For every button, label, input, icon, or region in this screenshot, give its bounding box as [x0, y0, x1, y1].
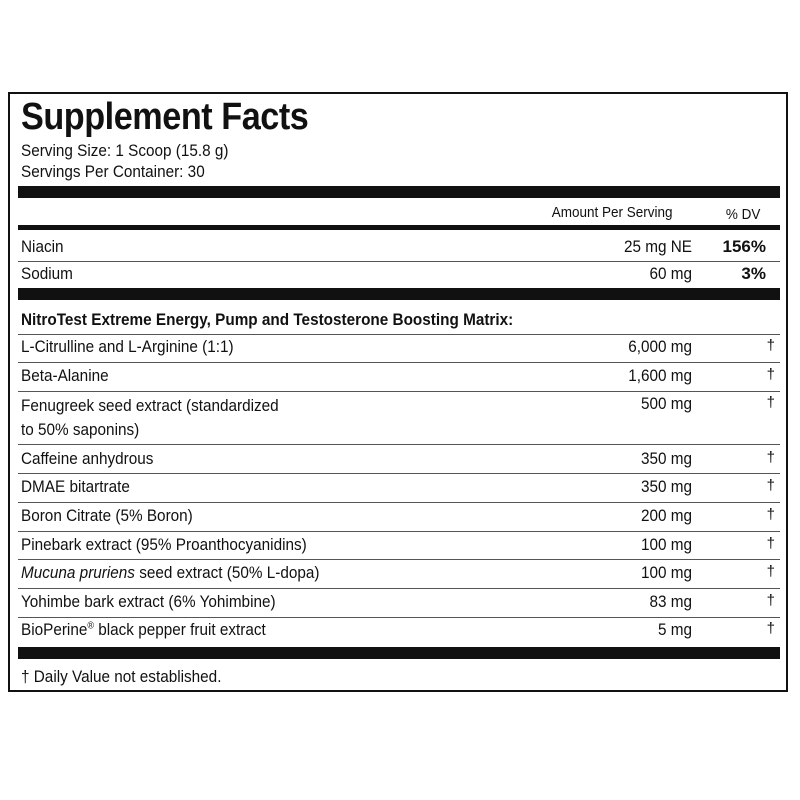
serving-size: Serving Size: 1 Scoop (15.8 g) [21, 141, 229, 160]
vitamin-amount: 60 mg [649, 264, 692, 283]
row-divider [18, 444, 780, 445]
ingredient-name [21, 620, 266, 640]
ingredient-amount: 5 mg [657, 620, 692, 639]
ingredient-dv: † [766, 449, 775, 466]
ingredient-amount: 350 mg [640, 477, 692, 496]
row-divider [18, 391, 780, 392]
ingredient-dv: † [766, 592, 775, 609]
vitamin-amount: 25 mg NE [623, 237, 692, 256]
ingredient-amount: 6,000 mg [628, 337, 692, 356]
ingredient-amount: 100 mg [640, 535, 692, 554]
row-divider [18, 531, 780, 532]
ingredient-name [21, 563, 320, 583]
row-divider [18, 588, 780, 589]
ingredient-dv: † [766, 535, 775, 552]
ingredient-name: L-Citrulline and L-Arginine (1:1) [21, 337, 234, 356]
ingredient-name-line2: to 50% saponins) [21, 420, 140, 439]
ingredient-amount: 1,600 mg [628, 366, 692, 385]
row-divider [18, 362, 780, 363]
ingredient-dv: † [766, 477, 775, 494]
vitamin-name: Niacin [21, 237, 64, 256]
registered-mark: ® [87, 620, 94, 632]
dv-header: % DV [725, 206, 761, 223]
supplement-facts-panel [8, 92, 788, 692]
medium-divider [18, 225, 780, 230]
thick-divider-top [18, 186, 780, 198]
row-divider [18, 617, 780, 618]
ingredient-dv: † [766, 620, 775, 637]
footnote: † Daily Value not established. [21, 667, 222, 686]
ingredient-amount: 350 mg [640, 449, 692, 468]
vitamin-name: Sodium [21, 264, 73, 283]
row-divider [18, 559, 780, 560]
vitamin-dv: 156% [722, 237, 766, 256]
ingredient-amount: 500 mg [640, 394, 692, 413]
matrix-title: NitroTest Extreme Energy, Pump and Testosterone Boosting Matrix: [21, 310, 514, 329]
ingredient-name: Caffeine anhydrous [21, 449, 154, 468]
row-divider [18, 261, 780, 262]
ingredient-name-rest: seed extract (50% L-dopa) [134, 563, 320, 582]
vitamin-dv: 3% [741, 264, 766, 283]
thick-divider-bottom [18, 647, 780, 659]
amount-per-serving-header: Amount Per Serving [551, 204, 673, 221]
ingredient-dv: † [766, 506, 775, 523]
ingredient-name-rest: black pepper fruit extract [93, 620, 266, 639]
ingredient-name-italic: Mucuna pruriens [21, 563, 135, 582]
ingredient-dv: † [766, 563, 775, 580]
ingredient-amount: 200 mg [640, 506, 692, 525]
ingredient-amount: 83 mg [649, 592, 692, 611]
row-divider [18, 334, 780, 335]
ingredient-name: Pinebark extract (95% Proanthocyanidins) [21, 535, 307, 554]
ingredient-name: DMAE bitartrate [21, 477, 130, 496]
ingredient-dv: † [766, 337, 775, 354]
ingredient-name: Yohimbe bark extract (6% Yohimbine) [21, 592, 276, 611]
ingredient-dv: † [766, 366, 775, 383]
ingredient-name: Beta-Alanine [21, 366, 109, 385]
thick-divider-middle [18, 288, 780, 300]
ingredient-dv: † [766, 394, 775, 411]
ingredient-name: Boron Citrate (5% Boron) [21, 506, 193, 525]
panel-title: Supplement Facts [21, 96, 309, 138]
ingredient-name-brand: BioPerine [21, 620, 88, 639]
ingredient-amount: 100 mg [640, 563, 692, 582]
servings-per-container: Servings Per Container: 30 [21, 162, 205, 181]
row-divider [18, 502, 780, 503]
ingredient-name: Fenugreek seed extract (standardized [21, 396, 279, 415]
row-divider [18, 473, 780, 474]
